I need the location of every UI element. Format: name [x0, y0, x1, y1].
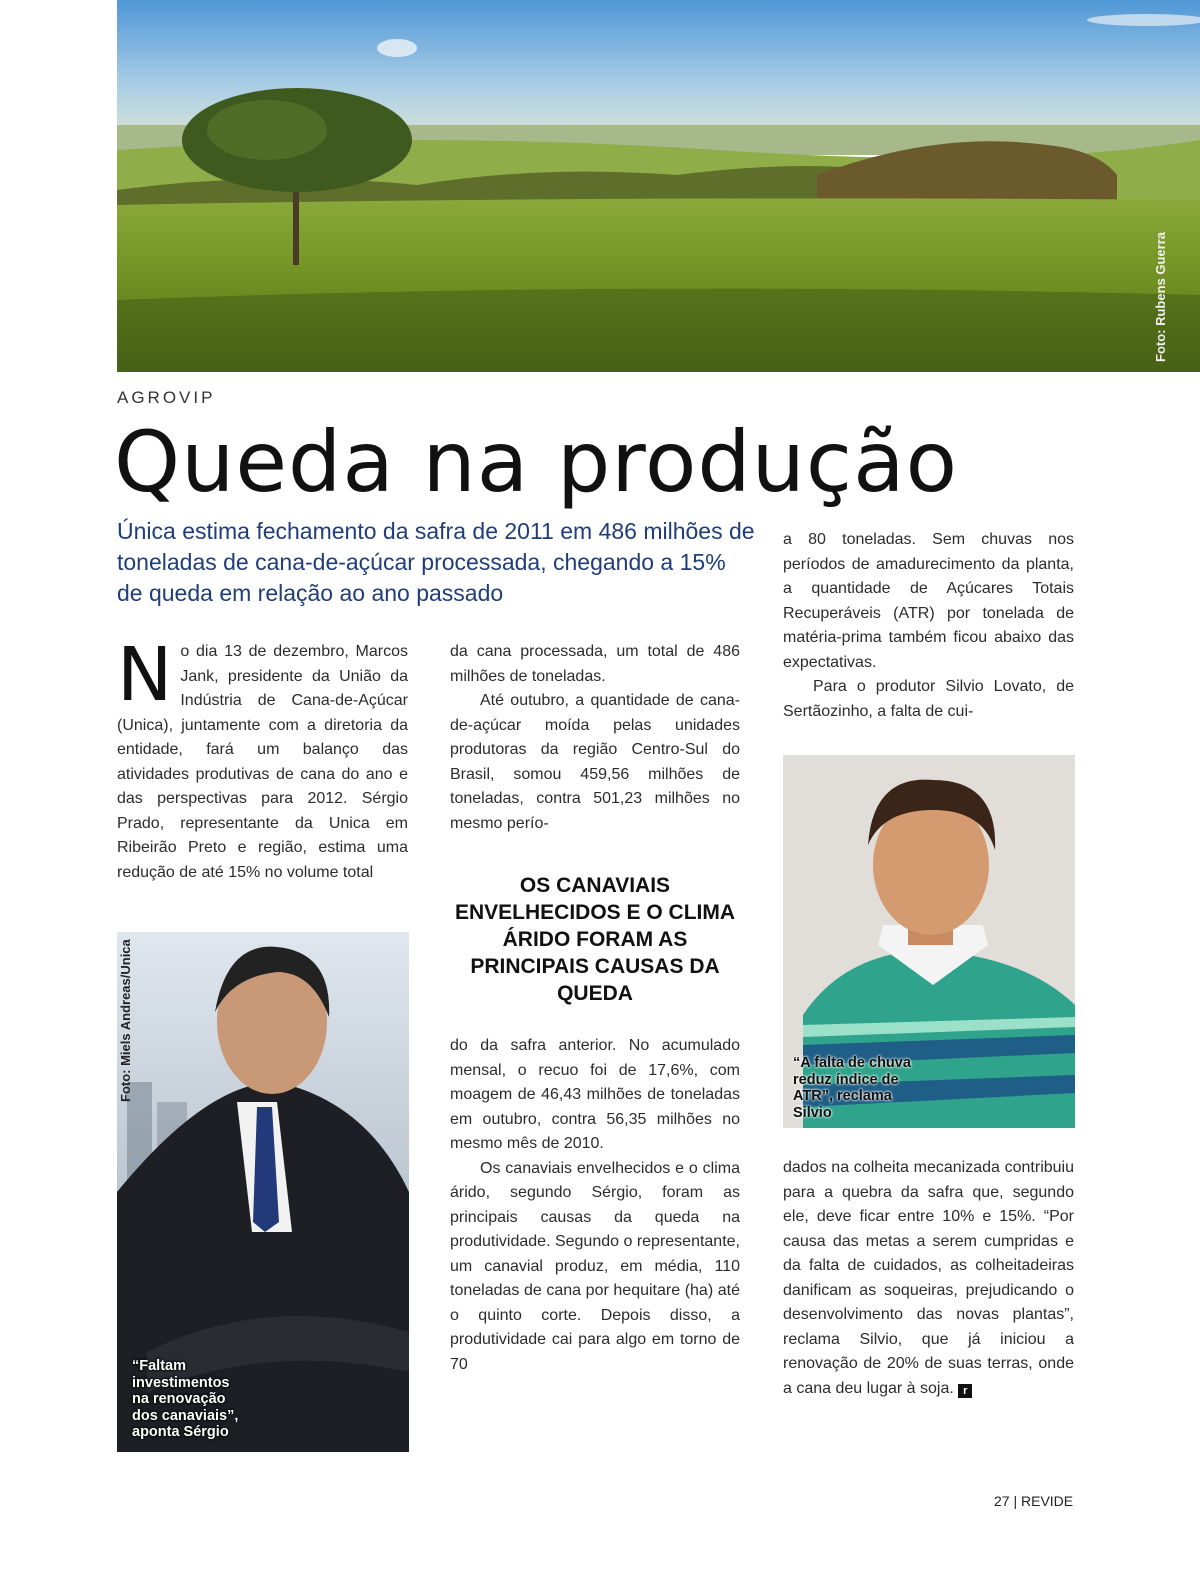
end-of-article-mark: r	[958, 1384, 972, 1398]
body-column-1	[117, 632, 408, 885]
hero-photo-credit: Foto: Rubens Guerra	[1153, 231, 1168, 362]
hero-landscape-photo	[117, 0, 1200, 372]
sergio-photo-caption: “Faltam investimentos na renovação dos canaviais”, aponta Sérgio	[132, 1358, 239, 1440]
column-1-paragraph: o dia 13 de dezembro, Marcos Jank, presidente da União da Indústria de Cana-de-Açúcar (Unica), juntamente com a diretoria da entidade, fará um balanço das atividades produtivas de cana do ano e das perspectivas para 2012. Sérgio Prado, representante da Unica em Ribeirão Preto e região, estima uma redução de até 15% no volume total	[117, 643, 408, 881]
body-column-3-bottom	[783, 1156, 1074, 1401]
body-column-2-top	[450, 640, 740, 836]
footer-separator: |	[1013, 1493, 1018, 1509]
column-3-paragraph-3	[783, 1156, 1074, 1401]
body-column-3-top	[783, 528, 1074, 724]
column-3-paragraph-3-text: dados na colheita mecanizada contribuiu para a quebra da safra que, segundo ele, deve ficar entre 10% e 15%. “Por causa das metas a serem cumpridas e da falta de cuidados, as colheitadeiras danificam as soqueiras, prejudicando o desenvolvimento das novas plantas”, reclama Silvio, que já iniciou a renovação de 20% de suas terras, onde a cana deu lugar à soja.	[783, 1159, 1074, 1397]
column-3-paragraph-2: Para o produtor Silvio Lovato, de Sertãozinho, a falta de cui-	[783, 678, 1074, 720]
body-column-2-bottom	[450, 1034, 740, 1377]
section-label: AGROVIP	[117, 388, 216, 407]
column-2-paragraph-2: Até outubro, a quantidade de cana-de-açúcar moída pelas unidades produtoras da região Centro-Sul do Brasil, somou 459,56 milhões de toneladas, contra 501,23 milhões no mesmo perío-	[450, 692, 740, 832]
silvio-photo-caption: “A falta de chuva reduz índice de ATR”, reclama Silvio	[793, 1055, 911, 1121]
sergio-photo-credit: Foto: Miels Andreas/Unica	[118, 939, 133, 1102]
page-number: 27	[994, 1493, 1010, 1509]
drop-cap: N	[117, 632, 173, 718]
article-title: Queda na produção	[114, 413, 958, 511]
column-2-paragraph-4: Os canaviais envelhecidos e o clima árido, segundo Sérgio, foram as principais causas da queda na produtividade. Segundo o representante, um canavial produz, em média, 110 toneladas de cana por hequitare (ha) até o quinto corte. Depois disso, a produtividade cai para algo em torno de 70	[450, 1159, 740, 1373]
column-3-paragraph-1: a 80 toneladas. Sem chuvas nos períodos de amadurecimento da planta, a quantidade de Açúcares Totais Recuperáveis (ATR) por tonelada de matéria-prima também ficou abaixo das expectativas.	[783, 531, 1074, 671]
pull-quote: OS CANAVIAIS ENVELHECIDOS E O CLIMA ÁRIDO FORAM AS PRINCIPAIS CAUSAS DA QUEDA	[454, 874, 736, 1005]
article-subtitle: Única estima fechamento da safra de 2011 em 486 milhões de toneladas de cana-de-açúcar processada, chegando a 15% de queda em relação ao ano passado	[117, 518, 755, 606]
column-2-paragraph-1: da cana processada, um total de 486 milhões de toneladas.	[450, 643, 740, 685]
column-2-paragraph-3: do da safra anterior. No acumulado mensal, o recuo foi de 17,6%, com moagem de 46,43 milhões de toneladas em outubro, contra 56,35 milhões no mesmo mês de 2010.	[450, 1037, 740, 1152]
page-footer	[994, 1493, 1073, 1509]
magazine-name: REVIDE	[1021, 1493, 1074, 1509]
